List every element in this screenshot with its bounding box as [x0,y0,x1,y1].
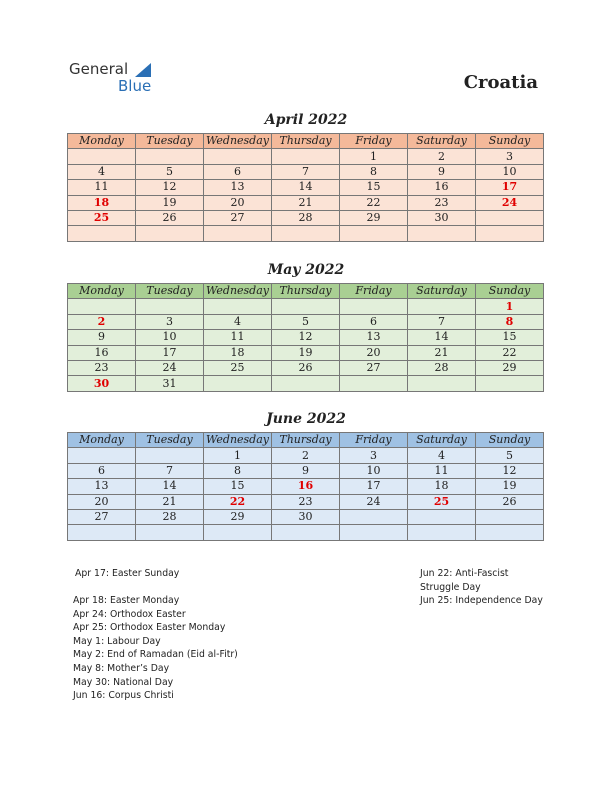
weekday-header: Monday [68,433,136,448]
day-cell: 12 [272,330,340,345]
holiday-day-cell: 25 [68,210,136,225]
day-cell: 7 [272,164,340,179]
holiday-day-cell: 24 [476,195,544,210]
day-cell: 10 [136,330,204,345]
day-cell: 29 [340,210,408,225]
day-cell: 20 [204,195,272,210]
day-cell: 21 [408,345,476,360]
weekday-header-row [68,433,544,448]
day-cell: 9 [272,463,340,478]
weekday-header: Friday [340,284,408,299]
day-cell: 4 [408,448,476,463]
day-cell: 13 [340,330,408,345]
holiday-day-cell: 1 [476,299,544,314]
day-cell: 18 [408,479,476,494]
day-cell [204,525,272,540]
day-cell: 12 [136,180,204,195]
day-cell: 27 [340,360,408,375]
day-cell: 14 [408,330,476,345]
weekday-header: Thursday [272,284,340,299]
day-cell: 15 [204,479,272,494]
day-cell [136,299,204,314]
day-cell: 6 [204,164,272,179]
day-cell: 23 [408,195,476,210]
week-row [68,376,544,391]
day-cell: 7 [136,463,204,478]
weekday-header: Saturday [408,433,476,448]
day-cell: 13 [204,180,272,195]
day-cell: 23 [68,360,136,375]
day-cell: 4 [68,164,136,179]
month-title-april: April 2022 [264,112,348,128]
day-cell: 27 [68,509,136,524]
week-row [68,226,544,241]
week-row [68,164,544,179]
day-cell: 16 [68,345,136,360]
day-cell: 3 [476,149,544,164]
day-cell: 22 [476,345,544,360]
weekday-header: Sunday [476,284,544,299]
day-cell: 11 [204,330,272,345]
day-cell [204,149,272,164]
holiday-item: Jun 22: Anti-Fascist [420,568,509,579]
day-cell [408,525,476,540]
weekday-header-row [68,284,544,299]
day-cell: 29 [204,509,272,524]
day-cell: 4 [204,314,272,329]
day-cell [272,376,340,391]
day-cell [340,509,408,524]
day-cell: 13 [68,479,136,494]
holiday-list-right [420,567,543,608]
day-cell: 18 [204,345,272,360]
weekday-header: Wednesday [204,433,272,448]
month-title-june: June 2022 [266,411,346,427]
day-cell [68,299,136,314]
holiday-day-cell: 22 [204,494,272,509]
week-row [68,210,544,225]
holiday-item: Struggle Day [420,581,481,593]
day-cell: 28 [408,360,476,375]
day-cell: 11 [68,180,136,195]
day-cell [408,376,476,391]
logo-triangle-icon [135,63,151,77]
day-cell: 3 [340,448,408,463]
weekday-header: Friday [340,134,408,149]
day-cell [340,525,408,540]
day-cell: 5 [476,448,544,463]
day-cell: 20 [68,494,136,509]
day-cell: 8 [340,164,408,179]
day-cell [476,210,544,225]
week-row [68,463,544,478]
day-cell: 1 [340,149,408,164]
day-cell: 22 [340,195,408,210]
day-cell: 5 [272,314,340,329]
holiday-list-left-first [75,567,179,581]
day-cell: 28 [136,509,204,524]
day-cell: 6 [68,463,136,478]
day-cell: 30 [272,509,340,524]
day-cell [204,376,272,391]
day-cell: 26 [136,210,204,225]
day-cell: 10 [476,164,544,179]
day-cell: 24 [136,360,204,375]
month-title-may: May 2022 [267,262,345,278]
holiday-item: May 30: National Day [73,676,174,688]
day-cell [408,226,476,241]
day-cell: 17 [136,345,204,360]
weekday-header: Saturday [408,284,476,299]
holiday-item: May 1: Labour Day [73,635,161,647]
week-row [68,299,544,314]
day-cell: 10 [340,463,408,478]
holiday-item: Jun 16: Corpus Christi [73,690,174,702]
generalblue-logo [69,60,169,96]
logo-text-blue: Blue [118,77,152,95]
day-cell: 21 [272,195,340,210]
weekday-header: Friday [340,433,408,448]
day-cell: 3 [136,314,204,329]
day-cell: 9 [68,330,136,345]
day-cell: 17 [340,479,408,494]
holiday-day-cell: 8 [476,314,544,329]
day-cell [136,525,204,540]
day-cell [136,226,204,241]
day-cell: 19 [136,195,204,210]
day-cell: 31 [136,376,204,391]
day-cell: 23 [272,494,340,509]
day-cell: 21 [136,494,204,509]
week-row [68,330,544,345]
day-cell [408,509,476,524]
holiday-item: Apr 17: Easter Sunday [75,568,180,579]
weekday-header: Thursday [272,134,340,149]
holiday-list-left [73,594,238,703]
day-cell: 16 [408,180,476,195]
logo-text-general: General [69,60,129,78]
day-cell [136,149,204,164]
holiday-item: May 8: Mother’s Day [73,662,170,674]
day-cell: 20 [340,345,408,360]
week-row [68,360,544,375]
calendar-april [67,133,544,242]
calendar-may [67,283,544,392]
week-row [68,180,544,195]
day-cell: 29 [476,360,544,375]
holiday-day-cell: 18 [68,195,136,210]
day-cell [136,448,204,463]
holiday-item: Apr 18: Easter Monday [73,595,180,606]
weekday-header: Sunday [476,134,544,149]
day-cell [340,226,408,241]
day-cell: 26 [272,360,340,375]
weekday-header: Sunday [476,433,544,448]
weekday-header: Monday [68,284,136,299]
week-row [68,525,544,540]
week-row [68,195,544,210]
day-cell: 26 [476,494,544,509]
day-cell [68,448,136,463]
weekday-header: Saturday [408,134,476,149]
day-cell: 9 [408,164,476,179]
day-cell: 28 [272,210,340,225]
day-cell: 24 [340,494,408,509]
week-row [68,494,544,509]
day-cell: 12 [476,463,544,478]
day-cell: 14 [272,180,340,195]
day-cell [272,226,340,241]
day-cell: 19 [476,479,544,494]
day-cell [272,525,340,540]
day-cell: 2 [408,149,476,164]
day-cell [272,299,340,314]
week-row [68,509,544,524]
day-cell: 30 [408,210,476,225]
weekday-header: Monday [68,134,136,149]
weekday-header: Thursday [272,433,340,448]
day-cell: 6 [340,314,408,329]
day-cell [68,525,136,540]
day-cell [68,149,136,164]
day-cell: 8 [204,463,272,478]
holiday-item: Jun 25: Independence Day [420,595,543,607]
calendar-june [67,432,544,541]
day-cell: 27 [204,210,272,225]
day-cell [204,226,272,241]
day-cell: 15 [340,180,408,195]
day-cell [340,376,408,391]
holiday-item: May 2: End of Ramadan (Eid al-Fitr) [73,649,238,661]
day-cell [476,525,544,540]
holiday-day-cell: 25 [408,494,476,509]
day-cell: 14 [136,479,204,494]
week-row [68,479,544,494]
holiday-item: Apr 25: Orthodox Easter Monday [73,622,226,634]
day-cell: 2 [272,448,340,463]
day-cell [476,226,544,241]
week-row [68,314,544,329]
day-cell: 1 [204,448,272,463]
day-cell [68,226,136,241]
day-cell [272,149,340,164]
weekday-header: Wednesday [204,284,272,299]
day-cell: 11 [408,463,476,478]
day-cell [204,299,272,314]
day-cell: 7 [408,314,476,329]
weekday-header-row [68,134,544,149]
weekday-header: Wednesday [204,134,272,149]
day-cell: 15 [476,330,544,345]
day-cell: 5 [136,164,204,179]
holiday-day-cell: 30 [68,376,136,391]
week-row [68,345,544,360]
holiday-day-cell: 2 [68,314,136,329]
day-cell [340,299,408,314]
week-row [68,448,544,463]
day-cell: 19 [272,345,340,360]
day-cell: 25 [204,360,272,375]
weekday-header: Tuesday [136,433,204,448]
holiday-day-cell: 17 [476,180,544,195]
day-cell [476,376,544,391]
week-row [68,149,544,164]
day-cell [476,509,544,524]
country-title: Croatia [463,72,538,93]
weekday-header: Tuesday [136,284,204,299]
weekday-header: Tuesday [136,134,204,149]
holiday-item: Apr 24: Orthodox Easter [73,608,186,620]
holiday-day-cell: 16 [272,479,340,494]
day-cell [408,299,476,314]
